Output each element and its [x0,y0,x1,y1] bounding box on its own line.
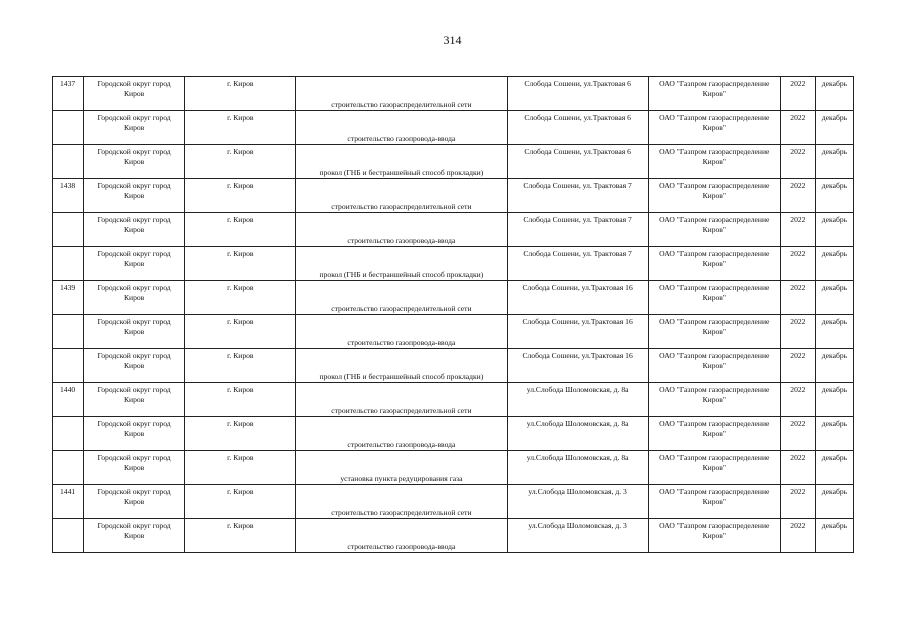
city-cell [185,145,296,179]
district-cell [84,281,185,315]
district-cell-text: Городской округ город Киров [97,419,171,438]
address-cell-text: Слобода Сошени, ул.Трактовая 6 [524,113,631,122]
month-cell-text: декабрь [821,317,848,326]
address-cell-text: Слобода Сошени, ул.Трактовая 16 [522,283,633,292]
district-cell-text: Городской округ город Киров [97,249,171,268]
district-cell [84,179,185,213]
work-type-cell-text: строительство газопровода-ввода [347,134,456,143]
address-cell-text: Слобода Сошени, ул. Трактовая 7 [523,181,632,190]
month-cell [815,247,853,281]
month-cell [815,383,853,417]
district-cell-text: Городской округ город Киров [97,79,171,98]
year-cell [780,111,815,145]
month-cell [815,179,853,213]
city-cell-text: г. Киров [227,487,254,496]
address-cell [507,417,648,451]
month-cell-text: декабрь [821,351,848,360]
city-cell [185,77,296,111]
row-number [53,281,84,315]
organization-cell-text: ОАО "Газпром газораспределение Киров" [659,419,770,438]
address-cell-text: ул.Слобода Шоломовская, д. 8а [526,453,629,462]
work-type-cell-text: строительство газопровода-ввода [347,236,456,245]
work-type-cell-text: строительство газораспределительной сети [331,406,472,415]
organization-cell [648,213,780,247]
work-type-cell [296,349,507,383]
row-number-text [53,213,83,215]
city-cell-text: г. Киров [227,317,254,326]
year-cell [780,315,815,349]
table-row [53,485,854,519]
district-cell [84,519,185,553]
district-cell-text: Городской округ город Киров [97,453,171,472]
organization-cell-text: ОАО "Газпром газораспределение Киров" [659,79,770,98]
organization-cell [648,451,780,485]
month-cell [815,281,853,315]
row-number [53,247,84,281]
district-cell [84,315,185,349]
table-row [53,281,854,315]
city-cell [185,485,296,519]
district-cell-text: Городской округ город Киров [97,521,171,540]
city-cell [185,213,296,247]
month-cell [815,349,853,383]
year-cell-text: 2022 [790,79,806,88]
district-cell [84,213,185,247]
district-cell-text: Городской округ город Киров [97,385,171,404]
month-cell-text: декабрь [821,385,848,394]
organization-cell-text: ОАО "Газпром газораспределение Киров" [659,385,770,404]
year-cell-text: 2022 [790,453,806,462]
city-cell [185,349,296,383]
year-cell [780,281,815,315]
district-cell [84,485,185,519]
organization-cell [648,179,780,213]
row-number [53,179,84,213]
year-cell [780,145,815,179]
year-cell-text: 2022 [790,521,806,530]
year-cell-text: 2022 [790,215,806,224]
address-cell-text: Слобода Сошени, ул.Трактовая 16 [522,351,633,360]
organization-cell [648,417,780,451]
row-number [53,145,84,179]
organization-cell [648,77,780,111]
month-cell-text: декабрь [821,453,848,462]
work-type-cell [296,485,507,519]
district-cell [84,247,185,281]
table-row [53,77,854,111]
work-type-cell-text: прокол (ГНБ и бестраншейный способ прокладки) [319,168,484,177]
month-cell-text: декабрь [821,147,848,156]
organization-cell-text: ОАО "Газпром газораспределение Киров" [659,351,770,370]
row-number-text [53,451,83,453]
work-type-cell-text: строительство газораспределительной сети [331,508,472,517]
district-cell [84,77,185,111]
year-cell-text: 2022 [790,351,806,360]
city-cell [185,315,296,349]
district-cell-text: Городской округ город Киров [97,283,171,302]
address-cell-text: ул.Слобода Шоломовская, д. 8а [526,419,629,428]
work-type-cell [296,179,507,213]
year-cell-text: 2022 [790,181,806,190]
table-row [53,349,854,383]
year-cell-text: 2022 [790,147,806,156]
work-type-cell [296,213,507,247]
address-cell [507,281,648,315]
year-cell [780,77,815,111]
row-number-text [53,111,83,113]
district-cell-text: Городской округ город Киров [97,317,171,336]
month-cell-text: декабрь [821,283,848,292]
address-cell-text: Слобода Сошени, ул.Трактовая 6 [524,79,631,88]
registry-table-body [53,77,854,553]
district-cell [84,383,185,417]
city-cell-text: г. Киров [227,419,254,428]
city-cell [185,383,296,417]
organization-cell [648,383,780,417]
city-cell-text: г. Киров [227,283,254,292]
work-type-cell [296,77,507,111]
district-cell-text: Городской округ город Киров [97,215,171,234]
year-cell-text: 2022 [790,385,806,394]
row-number [53,315,84,349]
month-cell [815,519,853,553]
city-cell-text: г. Киров [227,79,254,88]
year-cell [780,519,815,553]
table-row [53,213,854,247]
organization-cell-text: ОАО "Газпром газораспределение Киров" [659,181,770,200]
city-cell-text: г. Киров [227,113,254,122]
city-cell-text: г. Киров [227,249,254,258]
address-cell [507,111,648,145]
organization-cell-text: ОАО "Газпром газораспределение Киров" [659,113,770,132]
registry-table [52,76,854,553]
district-cell-text: Городской округ город Киров [97,351,171,370]
address-cell-text: Слобода Сошени, ул. Трактовая 7 [523,215,632,224]
organization-cell-text: ОАО "Газпром газораспределение Киров" [659,215,770,234]
city-cell-text: г. Киров [227,453,254,462]
month-cell [815,145,853,179]
table-row [53,247,854,281]
city-cell [185,281,296,315]
month-cell [815,77,853,111]
district-cell-text: Городской округ город Киров [97,487,171,506]
work-type-cell-text: строительство газораспределительной сети [331,304,472,313]
work-type-cell [296,247,507,281]
city-cell [185,111,296,145]
row-number [53,451,84,485]
organization-cell-text: ОАО "Газпром газораспределение Киров" [659,453,770,472]
organization-cell [648,349,780,383]
year-cell-text: 2022 [790,113,806,122]
table-row [53,451,854,485]
organization-cell [648,111,780,145]
district-cell [84,111,185,145]
organization-cell [648,247,780,281]
work-type-cell-text: строительство газораспределительной сети [331,202,472,211]
table-row [53,417,854,451]
table-row [53,383,854,417]
address-cell [507,349,648,383]
work-type-cell [296,383,507,417]
row-number-text [53,417,83,419]
year-cell-text: 2022 [790,283,806,292]
table-row [53,179,854,213]
district-cell [84,349,185,383]
month-cell-text: декабрь [821,79,848,88]
address-cell-text: Слобода Сошени, ул.Трактовая 16 [522,317,633,326]
work-type-cell-text: строительство газопровода-ввода [347,338,456,347]
city-cell-text: г. Киров [227,385,254,394]
month-cell [815,451,853,485]
organization-cell-text: ОАО "Газпром газораспределение Киров" [659,521,770,540]
address-cell [507,485,648,519]
work-type-cell-text: строительство газопровода-ввода [347,542,456,551]
work-type-cell [296,111,507,145]
row-number-text: 1439 [60,283,76,292]
city-cell-text: г. Киров [227,521,254,530]
address-cell-text: ул.Слобода Шоломовская, д. 8а [526,385,629,394]
organization-cell-text: ОАО "Газпром газораспределение Киров" [659,317,770,336]
month-cell-text: декабрь [821,521,848,530]
year-cell [780,213,815,247]
address-cell [507,145,648,179]
month-cell-text: декабрь [821,181,848,190]
year-cell [780,383,815,417]
row-number-text [53,145,83,147]
district-cell [84,451,185,485]
row-number-text: 1437 [60,79,76,88]
row-number-text [53,247,83,249]
month-cell [815,111,853,145]
row-number [53,77,84,111]
year-cell [780,349,815,383]
row-number [53,383,84,417]
year-cell [780,417,815,451]
month-cell [815,417,853,451]
address-cell-text: ул.Слобода Шоломовская, д. 3 [528,487,627,496]
year-cell-text: 2022 [790,419,806,428]
work-type-cell [296,315,507,349]
month-cell-text: декабрь [821,419,848,428]
year-cell-text: 2022 [790,249,806,258]
organization-cell-text: ОАО "Газпром газораспределение Киров" [659,249,770,268]
address-cell [507,383,648,417]
row-number [53,349,84,383]
year-cell [780,179,815,213]
work-type-cell [296,145,507,179]
table-row [53,315,854,349]
city-cell-text: г. Киров [227,147,254,156]
city-cell-text: г. Киров [227,181,254,190]
organization-cell [648,145,780,179]
organization-cell [648,485,780,519]
address-cell [507,519,648,553]
row-number [53,519,84,553]
address-cell [507,315,648,349]
city-cell [185,179,296,213]
year-cell-text: 2022 [790,487,806,496]
year-cell [780,485,815,519]
year-cell [780,247,815,281]
month-cell [815,213,853,247]
address-cell [507,247,648,281]
month-cell-text: декабрь [821,113,848,122]
district-cell-text: Городской округ город Киров [97,147,171,166]
organization-cell [648,281,780,315]
city-cell-text: г. Киров [227,351,254,360]
district-cell-text: Городской округ город Киров [97,181,171,200]
city-cell [185,451,296,485]
address-cell-text: Слобода Сошени, ул.Трактовая 6 [524,147,631,156]
organization-cell-text: ОАО "Газпром газораспределение Киров" [659,147,770,166]
work-type-cell [296,519,507,553]
work-type-cell [296,417,507,451]
row-number [53,417,84,451]
organization-cell [648,315,780,349]
work-type-cell-text: строительство газопровода-ввода [347,440,456,449]
month-cell-text: декабрь [821,487,848,496]
city-cell [185,417,296,451]
table-row [53,519,854,553]
organization-cell [648,519,780,553]
address-cell-text: ул.Слобода Шоломовская, д. 3 [528,521,627,530]
district-cell-text: Городской округ город Киров [97,113,171,132]
page-number: 314 [443,33,462,47]
row-number [53,213,84,247]
organization-cell-text: ОАО "Газпром газораспределение Киров" [659,487,770,506]
address-cell [507,179,648,213]
table-row [53,145,854,179]
month-cell [815,315,853,349]
year-cell-text: 2022 [790,317,806,326]
row-number [53,111,84,145]
work-type-cell-text: строительство газораспределительной сети [331,100,472,109]
address-cell [507,451,648,485]
district-cell [84,145,185,179]
row-number [53,485,84,519]
city-cell [185,247,296,281]
city-cell-text: г. Киров [227,215,254,224]
address-cell-text: Слобода Сошени, ул. Трактовая 7 [523,249,632,258]
row-number-text [53,519,83,521]
work-type-cell-text: прокол (ГНБ и бестраншейный способ прокладки) [319,270,484,279]
work-type-cell [296,451,507,485]
row-number-text [53,349,83,351]
address-cell [507,213,648,247]
work-type-cell [296,281,507,315]
month-cell-text: декабрь [821,249,848,258]
city-cell [185,519,296,553]
month-cell-text: декабрь [821,215,848,224]
work-type-cell-text: прокол (ГНБ и бестраншейный способ прокладки) [319,372,484,381]
work-type-cell-text: установка пункта редуцирования газа [340,474,463,483]
year-cell [780,451,815,485]
table-row [53,111,854,145]
row-number-text: 1441 [60,487,76,496]
month-cell [815,485,853,519]
row-number-text: 1438 [60,181,76,190]
district-cell [84,417,185,451]
address-cell [507,77,648,111]
row-number-text [53,315,83,317]
organization-cell-text: ОАО "Газпром газораспределение Киров" [659,283,770,302]
row-number-text: 1440 [60,385,76,394]
